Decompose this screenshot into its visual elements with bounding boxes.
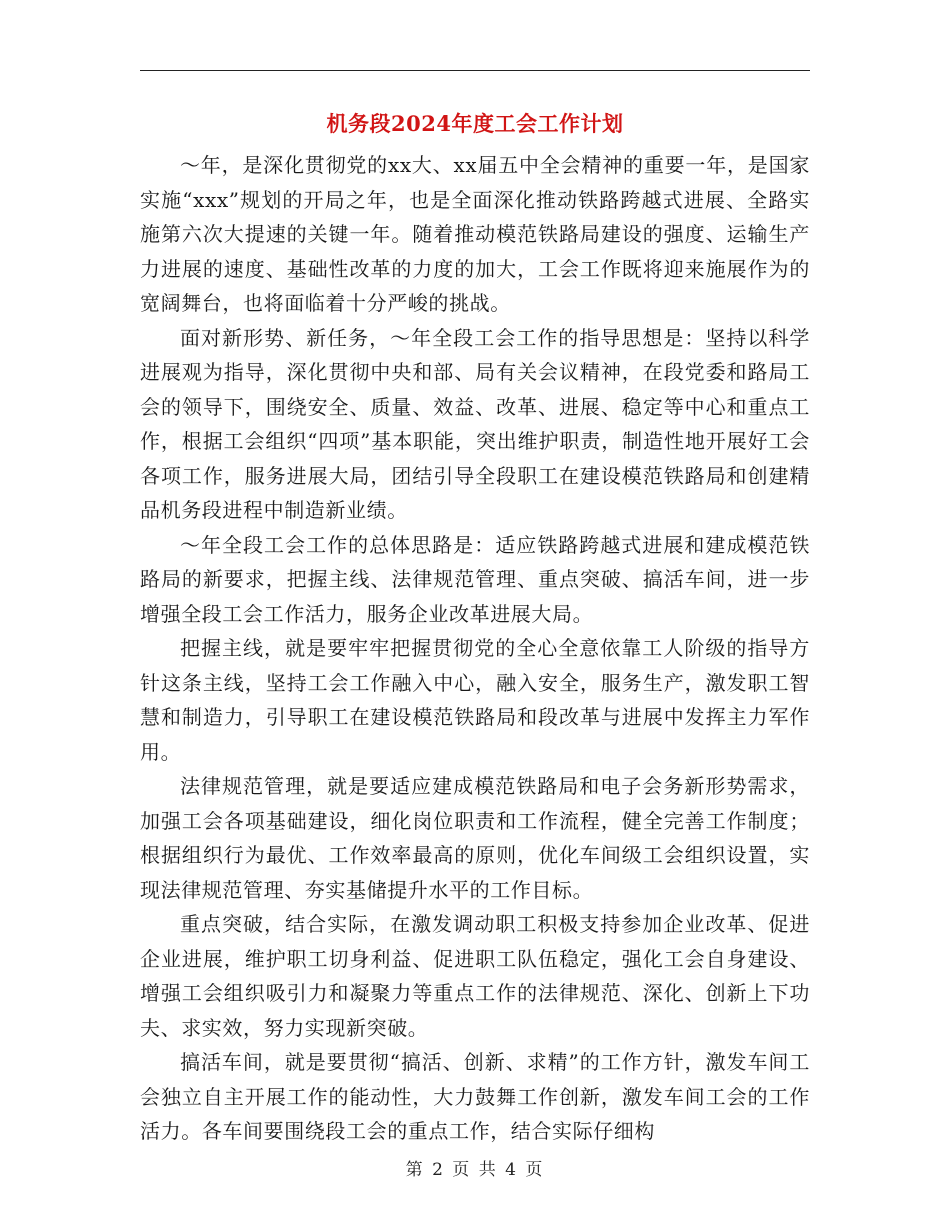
paragraph: ～年全段工会工作的总体思路是：适应铁路跨越式进展和建成模范铁路局的新要求，把握主线、法律规范管理、重点突破、搞活车间，进一步增强全段工会工作活力，服务企业改革进展大局。 xyxy=(140,532,810,626)
paragraph: 搞活车间，就是要贯彻“搞活、创新、求精”的工作方针，激发车间工会独立自主开展工作的能动性，大力鼓舞工作创新，激发车间工会的工作活力。各车间要围绕段工会的重点工作，结合实际仔细构 xyxy=(140,1050,810,1143)
page-number-footer: 第 2 页 共 4 页 xyxy=(405,1160,545,1180)
paragraph: 重点突破，结合实际，在激发调动职工积极支持参加企业改革、促进企业进展，维护职工切身利益、促进职工队伍稳定，强化工会自身建设、增强工会组织吸引力和凝聚力等重点工作的法律规范、深化、创新上下功夫、求实效，努力实现新突破。 xyxy=(140,912,810,1040)
document-body xyxy=(140,148,810,1149)
paragraph: 把握主线，就是要牢牢把握贯彻党的全心全意依靠工人阶级的指导方针这条主线，坚持工会工作融入中心，融入安全，服务生产，激发职工智慧和制造力，引导职工在建设模范铁路局和段改革与进展中发挥主力军作用。 xyxy=(140,636,810,764)
paragraph: 面对新形势、新任务，～年全段工会工作的指导思想是：坚持以科学进展观为指导，深化贯彻中央和部、局有关会议精神，在段党委和路局工会的领导下，围绕安全、质量、效益、改革、进展、稳定等中心和重点工作，根据工会组织“四项”基本职能，突出维护职责，制造性地开展好工会各项工作，服务进展大局，团结引导全段职工在建设模范铁路局和创建精品机务段进程中制造新业绩。 xyxy=(140,325,810,522)
paragraph: ～年，是深化贯彻党的xx大、xx届五中全会精神的重要一年，是国家实施“xxx”规划的开局之年，也是全面深化推动铁路跨越式进展、全路实施第六次大提速的关键一年。随着推动模范铁路局建设的强度、运输生产力进展的速度、基础性改革的力度的加大，工会工作既将迎来施展作为的宽阔舞台，也将面临着十分严峻的挑战。 xyxy=(140,153,810,315)
document-title: 机务段2024年度工会工作计划 xyxy=(326,111,624,136)
paragraph: 法律规范管理，就是要适应建成模范铁路局和电子会务新形势需求，加强工会各项基础建设，细化岗位职责和工作流程，健全完善工作制度；根据组织行为最优、工作效率最高的原则，优化车间级工会组织设置，实现法律规范管理、夯实基储提升水平的工作目标。 xyxy=(140,774,810,902)
header-rule xyxy=(140,70,810,71)
